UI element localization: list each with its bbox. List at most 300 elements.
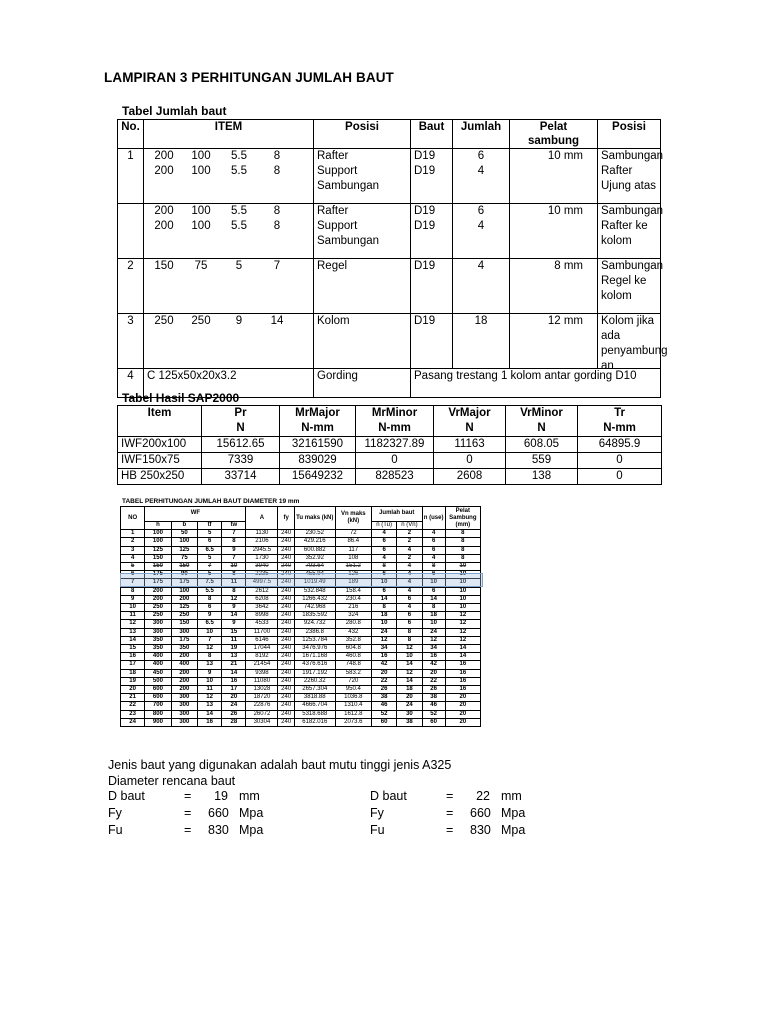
header-cell: MrMinor N-mm [356, 406, 434, 437]
table-cell: 14 [445, 645, 480, 653]
table-cell: 12 [422, 636, 445, 644]
table-cell: 150 [171, 620, 197, 628]
param-value: Fy [108, 806, 122, 820]
table-cell: 26 [371, 686, 396, 694]
table-cell: 38 [422, 694, 445, 702]
table-cell: 300 [145, 620, 171, 628]
jumlah-cell: 6 4 [453, 149, 510, 204]
table-row [121, 554, 481, 562]
table-cell: 100 [145, 538, 171, 546]
header-cell: Vn maks (kN) [335, 507, 371, 530]
param-value: Fu [108, 823, 123, 837]
pelat-cell: 8 mm [510, 259, 598, 314]
table-cell: 22876 [246, 702, 278, 710]
table-cell: 16 [445, 661, 480, 669]
table-row [121, 636, 481, 644]
table-cell: 6 [397, 595, 422, 603]
table-cell: 5 [198, 554, 222, 562]
table-cell: 10 [121, 604, 145, 612]
header-cell: Pelat sambung [510, 120, 598, 149]
table-cell: 1253.784 [294, 636, 335, 644]
table-cell: 6 [422, 538, 445, 546]
table-cell: 60 [422, 718, 445, 726]
posisi-cell: Kolom [314, 314, 411, 369]
jumlah-cell: 18 [453, 314, 510, 369]
table-cell: 150 [171, 563, 197, 571]
table-row [121, 677, 481, 685]
table-cell: 24 [371, 628, 396, 636]
table-cell: 4666.704 [294, 702, 335, 710]
table-cell: 8 [397, 628, 422, 636]
table-cell: 17 [222, 686, 246, 694]
table-cell: 158.4 [335, 587, 371, 595]
table-cell: 240 [278, 661, 295, 669]
table-cell: 125 [145, 546, 171, 554]
header-cell: n (use) [422, 507, 445, 530]
posisi-cell: Gording [314, 369, 411, 398]
table-cell: 60 [371, 718, 396, 726]
header-cell: Tu maks (kN) [294, 507, 335, 530]
table-cell: 9 [198, 612, 222, 620]
table-cell: 34 [371, 645, 396, 653]
table-cell: 8 [371, 604, 396, 612]
param-value: mm [239, 789, 260, 803]
table-cell: 3476.976 [294, 645, 335, 653]
header-cell: b [171, 522, 197, 530]
table-cell: 6.5 [198, 546, 222, 554]
table-cell: 117 [335, 546, 371, 554]
table-cell: 250 [145, 604, 171, 612]
table-cell: 793.64 [294, 563, 335, 571]
table-cell: 0 [356, 453, 434, 469]
table-row [121, 653, 481, 661]
param-value: = [446, 823, 454, 837]
table-cell: 352.8 [335, 636, 371, 644]
table-cell: 14 [121, 636, 145, 644]
header-cell: NO [121, 507, 145, 530]
table-cell: 13 [121, 628, 145, 636]
table-cell: 240 [278, 546, 295, 554]
table-cell: 11 [222, 636, 246, 644]
table1-caption: Tabel Jumlah baut [122, 104, 227, 118]
header-cell: A [246, 507, 278, 530]
table-cell: 10 [445, 595, 480, 603]
table-cell: 175 [171, 579, 197, 587]
table-cell: 240 [278, 669, 295, 677]
table-cell: 800 [145, 710, 171, 718]
table-row [121, 595, 481, 603]
param-value: Fu [370, 823, 385, 837]
table-cell: 600 [145, 694, 171, 702]
table-row [121, 612, 481, 620]
table-cell: 12 [445, 620, 480, 628]
table-cell: 742.968 [294, 604, 335, 612]
header-cell: Jumlah [453, 120, 510, 149]
param-value: Mpa [239, 806, 264, 820]
table-cell: 30 [397, 710, 422, 718]
table-cell: 8 [371, 563, 396, 571]
table-cell: 6 [422, 546, 445, 554]
param-value: Fy [370, 806, 384, 820]
table-cell: 14 [422, 595, 445, 603]
table-cell: 6 [422, 571, 445, 579]
posisi-cell: Regel [314, 259, 411, 314]
header-cell: Pr N [202, 406, 280, 437]
posisi2-cell: Sambungan Rafter ke kolom [598, 204, 661, 259]
table-cell: 18 [397, 686, 422, 694]
header-cell: VrMinor N [506, 406, 578, 437]
table-cell: 8 [222, 587, 246, 595]
baut-cell: D19 [411, 259, 453, 314]
table-cell: 1835.592 [294, 612, 335, 620]
table-cell: 4 [422, 530, 445, 538]
table-cell: 14 [445, 653, 480, 661]
table-row [118, 453, 662, 469]
table-cell: 24 [397, 702, 422, 710]
table-cell: 24 [222, 702, 246, 710]
table-cell: 2073.6 [335, 718, 371, 726]
jumlah-cell: 6 4 [453, 204, 510, 259]
table-cell: 7339 [202, 453, 280, 469]
table3-caption: TABEL PERHITUNGAN JUMLAH BAUT DIAMETER 19 mm [122, 498, 300, 505]
table-cell: 75 [171, 554, 197, 562]
table-cell: 240 [278, 677, 295, 685]
table-cell: 240 [278, 587, 295, 595]
table-cell: 5 [121, 563, 145, 571]
table-cell: 8 [198, 595, 222, 603]
param-value: D baut [108, 789, 145, 803]
row-no: 4 [118, 369, 144, 398]
table-cell: 16 [222, 677, 246, 685]
table-cell: 1036.8 [335, 694, 371, 702]
table-cell: 10 [445, 563, 480, 571]
table-cell: 125 [171, 546, 197, 554]
table-cell: 240 [278, 694, 295, 702]
table3-header [121, 507, 481, 522]
table-cell: 16 [422, 653, 445, 661]
diameter-label: Diameter rencana baut [108, 774, 236, 788]
sap2000-results-table [117, 405, 662, 485]
table-cell: 250 [145, 612, 171, 620]
table-cell: 700 [145, 702, 171, 710]
table-cell: 455.94 [294, 571, 335, 579]
table-cell: 6208 [246, 595, 278, 603]
posisi2-cell: Kolom jika ada penyambung an [598, 314, 661, 369]
table-cell: 600.882 [294, 546, 335, 554]
header-cell: Item [118, 406, 202, 437]
param-value: 830 [470, 823, 491, 837]
table-cell: 324 [335, 612, 371, 620]
table-cell: 1671.168 [294, 653, 335, 661]
table-cell: 5318.688 [294, 710, 335, 718]
table-cell: 8 [222, 538, 246, 546]
table-cell: 12 [121, 620, 145, 628]
table-row [121, 538, 481, 546]
pelat-cell: 10 mm [510, 149, 598, 204]
table-cell: 7.5 [198, 579, 222, 587]
table-cell: 0 [578, 453, 662, 469]
table-cell: 240 [278, 554, 295, 562]
table-cell: 26072 [246, 710, 278, 718]
table-cell: 5.5 [198, 587, 222, 595]
table-cell: 16 [121, 653, 145, 661]
table-row [118, 149, 661, 204]
table-cell: 42 [371, 661, 396, 669]
param-value: Mpa [239, 823, 264, 837]
table-cell: 19 [222, 645, 246, 653]
table-cell: 950.4 [335, 686, 371, 694]
table-row [118, 259, 661, 314]
table-cell: 15649232 [280, 469, 356, 485]
table-cell: 12 [397, 669, 422, 677]
table-cell: 5 [198, 571, 222, 579]
table-cell: 7 [222, 554, 246, 562]
table-cell: 250 [171, 612, 197, 620]
table-cell: 8 [222, 571, 246, 579]
table-cell: 2945.5 [246, 546, 278, 554]
table-cell: 240 [278, 710, 295, 718]
table-cell: 14 [397, 661, 422, 669]
table-cell: 14 [198, 710, 222, 718]
header-cell: n (Vn) [397, 522, 422, 530]
table-cell: HB 250x250 [118, 469, 202, 485]
table-cell: 15 [222, 628, 246, 636]
table-cell: 9 [222, 620, 246, 628]
table-cell: 46 [371, 702, 396, 710]
table-cell: 3940 [246, 563, 278, 571]
table-cell: 350 [171, 645, 197, 653]
table-cell: 400 [145, 653, 171, 661]
table-cell: 18720 [246, 694, 278, 702]
item-cell: 200 100 5.5 8 200 100 5.5 8 [144, 204, 314, 259]
table-cell: 2608 [434, 469, 506, 485]
param-value: = [446, 806, 454, 820]
table-cell: 7 [198, 563, 222, 571]
table-cell: 240 [278, 563, 295, 571]
table-cell: 12 [371, 636, 396, 644]
table-cell: 13 [198, 702, 222, 710]
table-cell: 460.8 [335, 653, 371, 661]
table-cell: 20 [445, 694, 480, 702]
table-row [121, 620, 481, 628]
table-cell: 450 [145, 669, 171, 677]
table-cell: 2 [397, 554, 422, 562]
param-value: 660 [470, 806, 491, 820]
table-row [121, 604, 481, 612]
page-title: LAMPIRAN 3 PERHITUNGAN JUMLAH BAUT [104, 70, 394, 85]
table-row [121, 587, 481, 595]
table-cell: 21454 [246, 661, 278, 669]
table-cell: 3818.88 [294, 694, 335, 702]
table-cell: 16 [371, 653, 396, 661]
table-cell: 38 [397, 718, 422, 726]
param-value: = [184, 789, 192, 803]
table-cell: 16 [445, 677, 480, 685]
table-cell: 46 [422, 702, 445, 710]
table-cell: 6 [198, 538, 222, 546]
table-cell: 12 [198, 694, 222, 702]
table-cell: 8 [445, 554, 480, 562]
row-highlight [120, 573, 483, 587]
table-cell: 4 [397, 579, 422, 587]
table-cell: 240 [278, 620, 295, 628]
table-cell: 216 [335, 604, 371, 612]
table-cell: 1730 [246, 554, 278, 562]
param-value: 19 [214, 789, 228, 803]
item-cell: 200 100 5.5 8 200 100 5.5 8 [144, 149, 314, 204]
table-cell: 240 [278, 636, 295, 644]
table-cell: 8 [422, 604, 445, 612]
table-cell: 13 [198, 661, 222, 669]
table-cell: 6 [397, 620, 422, 628]
table-cell: 11700 [246, 628, 278, 636]
table-cell: 1917.192 [294, 669, 335, 677]
table-cell: 12 [445, 636, 480, 644]
table-cell: 11 [222, 579, 246, 587]
bolt-count-table [117, 119, 668, 398]
table-cell: 150 [145, 554, 171, 562]
table-cell: 6182.016 [294, 718, 335, 726]
table-row [121, 686, 481, 694]
bolt-type-note: Jenis baut yang digunakan adalah baut mutu tinggi jenis A325 [108, 758, 452, 772]
table-cell: 4 [397, 546, 422, 554]
table-cell: 200 [171, 653, 197, 661]
table-cell: 4997.5 [246, 579, 278, 587]
table-cell: 100 [145, 530, 171, 538]
table-cell: 150 [145, 563, 171, 571]
table-cell: 8 [198, 653, 222, 661]
table-row [121, 628, 481, 636]
table-cell: 2260.32 [294, 677, 335, 685]
table-cell: 14 [222, 669, 246, 677]
param-value: = [184, 823, 192, 837]
table-cell: 5 [198, 530, 222, 538]
table-cell: 12 [445, 628, 480, 636]
table-cell: 8 [397, 636, 422, 644]
table-cell: 1310.4 [335, 702, 371, 710]
table-cell: 900 [145, 718, 171, 726]
table-cell: 50 [171, 530, 197, 538]
posisi-cell: Rafter Support Sambungan [314, 149, 411, 204]
table-cell: 16 [445, 686, 480, 694]
header-cell: Baut [411, 120, 453, 149]
table-cell: 175 [145, 579, 171, 587]
table-cell: 14 [371, 595, 396, 603]
table-row [121, 563, 481, 571]
baut-cell: D19 D19 [411, 204, 453, 259]
param-value: mm [501, 789, 522, 803]
table-cell: 2612 [246, 587, 278, 595]
table-cell: 400 [145, 661, 171, 669]
table-cell: 24 [121, 718, 145, 726]
table-cell: 608.05 [506, 437, 578, 453]
posisi2-cell: Sambungan Rafter Ujung atas [598, 149, 661, 204]
table-cell: 20 [445, 710, 480, 718]
header-cell: Posisi [314, 120, 411, 149]
table-cell: 532.848 [294, 587, 335, 595]
bolt-calc-table-d19 [120, 506, 481, 727]
table-cell: 33714 [202, 469, 280, 485]
header-cell: Tr N-mm [578, 406, 662, 437]
table-cell: 300 [171, 702, 197, 710]
pelat-cell: 12 mm [510, 314, 598, 369]
table-cell: 2 [121, 538, 145, 546]
table-cell: 300 [171, 694, 197, 702]
table-cell: 280.8 [335, 620, 371, 628]
table-cell: 6 [121, 571, 145, 579]
table-cell: 100 [171, 538, 197, 546]
table-cell: 400 [171, 661, 197, 669]
table-cell: 151.2 [335, 563, 371, 571]
header-cell: tw [222, 522, 246, 530]
table-cell: 11163 [434, 437, 506, 453]
table-cell: 18 [371, 612, 396, 620]
param-value: Mpa [501, 823, 526, 837]
param-value: 22 [476, 789, 490, 803]
table-cell: 11 [121, 612, 145, 620]
table-cell: 22 [371, 677, 396, 685]
table-cell: IWF150x75 [118, 453, 202, 469]
table-cell: 1 [121, 530, 145, 538]
table-cell: 8192 [246, 653, 278, 661]
header-cell: ITEM [144, 120, 314, 149]
param-value: = [446, 789, 454, 803]
table-cell: 10 [371, 620, 396, 628]
table-cell: 9398 [246, 669, 278, 677]
table-cell: 583.2 [335, 669, 371, 677]
table-cell: 20 [445, 702, 480, 710]
table-cell: 26 [422, 686, 445, 694]
table-cell: 4 [371, 554, 396, 562]
table-cell: 21 [121, 694, 145, 702]
table-cell: 4 [397, 604, 422, 612]
table-cell: 7 [198, 636, 222, 644]
table-cell: 10 [422, 620, 445, 628]
table-cell: 240 [278, 530, 295, 538]
table-cell: 14 [222, 612, 246, 620]
header-cell: h [145, 522, 171, 530]
table-cell: 2 [397, 538, 422, 546]
table-cell: 100 [171, 587, 197, 595]
table-cell: 1266.432 [294, 595, 335, 603]
header-cell: MrMajor N-mm [280, 406, 356, 437]
table-cell: 6 [371, 546, 396, 554]
table-cell: 10 [198, 677, 222, 685]
table-cell: 2106 [246, 538, 278, 546]
table-cell: 10 [397, 653, 422, 661]
header-cell: No. [118, 120, 144, 149]
table-cell: 64895.9 [578, 437, 662, 453]
table-cell: 10 [198, 628, 222, 636]
table-row [121, 710, 481, 718]
header-cell: Pelat Sambung (mm) [445, 507, 480, 530]
table-cell: 12 [222, 595, 246, 603]
table-cell: 12 [198, 645, 222, 653]
table-cell: 17044 [246, 645, 278, 653]
param-value: 830 [208, 823, 229, 837]
table-cell: 200 [171, 595, 197, 603]
table-cell: 559 [506, 453, 578, 469]
table-cell: 2657.304 [294, 686, 335, 694]
table-cell: 20 [422, 669, 445, 677]
table-cell: 240 [278, 653, 295, 661]
table-cell: 500 [145, 677, 171, 685]
table-cell: 9 [121, 595, 145, 603]
table-cell: 20 [222, 694, 246, 702]
table-cell: 3 [121, 546, 145, 554]
header-cell: fy [278, 507, 295, 530]
note-cell: Pasang trestang 1 kolom antar gording D10 [411, 369, 661, 398]
